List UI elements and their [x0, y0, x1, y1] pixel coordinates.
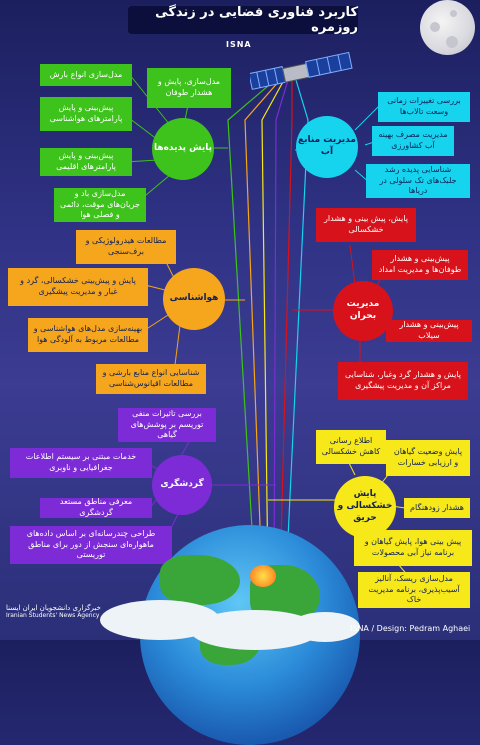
logo-subtext: Iranian Students' News Agency	[6, 612, 100, 620]
hub-phenomena-monitoring	[152, 118, 214, 180]
hub-drought-and-fire	[334, 476, 396, 538]
hub-tourism	[152, 455, 212, 515]
isna-logo	[6, 604, 101, 620]
hub-label: هواشناسی	[169, 293, 219, 304]
red-item-2: پیش‌بینی و هشدار سیلاب	[386, 320, 472, 342]
green-item-3: پیش‌بینی و پایش پارامترهای اقلیمی	[40, 148, 132, 176]
yellow-item-0: اطلاع رسانی کاهش خشکسالی	[316, 430, 386, 464]
cyan-item-1: مدیریت مصرف بهینه آب کشاورزی	[372, 126, 454, 156]
moon-illustration	[420, 0, 475, 55]
hub-water-resources	[296, 116, 358, 178]
purple-item-3: طراحی چندرسانه‌ای بر اساس داده‌های ماهواره‌ای سنجش از دور برای مناطق توریستی	[10, 526, 172, 564]
red-item-1: پیش‌بینی و هشدار طوفان‌ها و مدیریت امداد	[372, 250, 468, 280]
green-item-0: مدل‌سازی انواع بارش	[40, 64, 132, 86]
hub-label: مدیریت بحران	[346, 299, 380, 321]
hub-label: پایش پدیده‌ها	[153, 143, 213, 154]
red-item-3: پایش و هشدار گرد وغبار، شناسایی مراکز آن و مدیریت پیشگیری	[338, 362, 468, 400]
green-item-1: مدل‌سازی، پایش و هشدار طوفان	[147, 68, 231, 108]
yellow-item-4: مدل‌سازی ریسک، آنالیز آسیب‌پذیری، برنامه مدیریت خاک	[358, 572, 470, 608]
yellow-item-3: پیش بینی هوا، پایش گیاهان و برنامه نیاز آبی محصولات	[354, 530, 472, 566]
purple-item-2: معرفی مناطق مستعد گردشگری	[40, 498, 152, 518]
cyan-item-0: بررسی تغییرات زمانی وسعت تالاب‌ها	[378, 92, 470, 122]
page-title: کاربرد فناوری فضایی در زندگی روزمره	[128, 6, 358, 34]
hub-label: گردشگری	[160, 479, 204, 490]
yellow-item-1: پایش وضعیت گیاهان و ارزیابی خسارات	[386, 440, 470, 476]
satellite-icon	[250, 48, 360, 98]
green-item-4: مدل‌سازی باد و جریان‌های موقت، دائمی و فصلی هوا	[54, 188, 146, 222]
logo-text: خبرگزاری دانشجویان ایران ایسنا	[6, 604, 101, 612]
orange-item-0: مطالعات هیدرولوژیکی و برف‌سنجی	[76, 230, 176, 264]
purple-item-0: بررسی تاثیرات منفی توریسم بر پوشش‌های گیاهی	[118, 408, 216, 442]
hub-meteorology	[163, 268, 225, 330]
orange-item-1: پایش و پیش‌بینی خشکسالی، گرد و غبار و مدیریت پیشگیری	[8, 268, 148, 306]
red-item-0: پایش، پیش بینی و هشدار خشکسالی	[316, 208, 416, 242]
hub-crisis-management	[333, 281, 393, 341]
orange-item-3: شناسایی انواع منابع بارشی و مطالعات اقیانوس‌شناسی	[96, 364, 206, 394]
hub-label: مدیریت منابع آب	[298, 135, 356, 157]
design-credit: ISNA / Design: Pedram Aghaei	[350, 624, 471, 633]
yellow-item-2: هشدار زودهنگام	[404, 498, 470, 518]
hub-label: پایش خشکسالی و حریق	[337, 489, 393, 523]
brand-label: ISNA	[226, 40, 252, 49]
purple-item-1: خدمات مبتنی بر سیستم اطلاعات جغرافیایی و ناوبری	[10, 448, 152, 478]
orange-item-2: بهینه‌سازی مدل‌های هواشناسی و مطالعات مربوط به آلودگی هوا	[28, 318, 148, 352]
green-item-2: پیش‌بینی و پایش‌ پارامترهای هواشناسی	[40, 97, 132, 131]
cyan-item-2: شناسایی پدیده رشد جلبک‌های تک سلولی در دریاها	[366, 164, 470, 198]
